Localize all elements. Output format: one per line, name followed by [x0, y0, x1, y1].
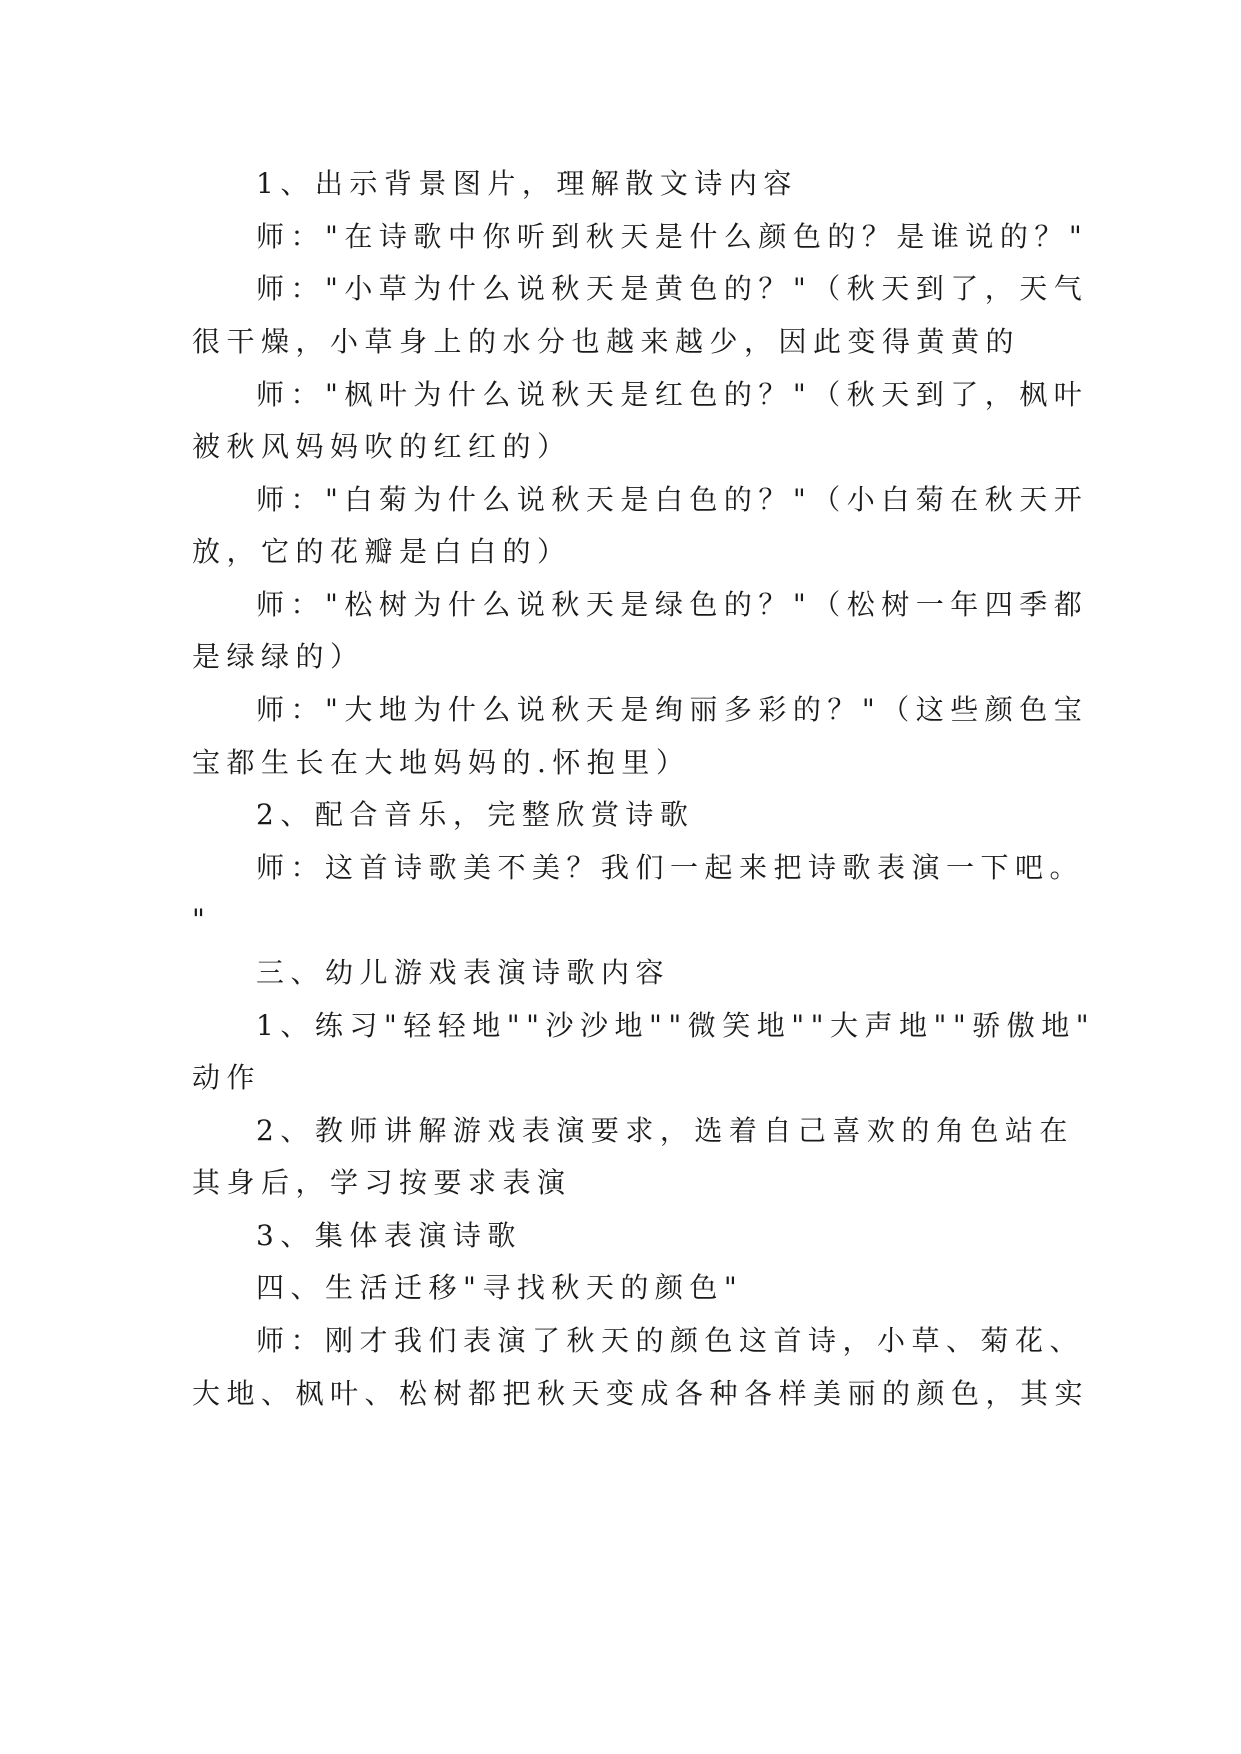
paragraph-line: 师：刚才我们表演了秋天的颜色这首诗，小草、菊花、 [256, 1324, 1085, 1357]
paragraph-line: 2、配合音乐，完整欣赏诗歌 [256, 798, 695, 831]
paragraph-line: 师："在诗歌中你听到秋天是什么颜色的？是谁说的？" [256, 220, 1089, 253]
paragraph-line: 1、出示背景图片，理解散文诗内容 [256, 167, 798, 200]
paragraph-line: 宝都生长在大地妈妈的.怀抱里） [192, 746, 691, 779]
paragraph-line: 2、教师讲解游戏表演要求，选着自己喜欢的角色站在 [256, 1114, 1074, 1147]
paragraph-line: 师："大地为什么说秋天是绚丽多彩的？"（这些颜色宝 [256, 693, 1089, 726]
paragraph-line: 师："小草为什么说秋天是黄色的？"（秋天到了，天气 [256, 272, 1089, 305]
paragraph-line: 1、练习"轻轻地""沙沙地""微笑地""大声地""骄傲地" [256, 1009, 1096, 1042]
paragraph-line: 3、集体表演诗歌 [256, 1219, 522, 1252]
paragraph-line: 其身后，学习按要求表演 [192, 1166, 572, 1199]
paragraph-line: 大地、枫叶、松树都把秋天变成各种各样美丽的颜色，其实 [192, 1377, 1090, 1410]
paragraph-line: 师：这首诗歌美不美？我们一起来把诗歌表演一下吧。 [256, 851, 1085, 884]
paragraph-line: 被秋风妈妈吹的红红的） [192, 430, 572, 463]
paragraph-line: 很干燥，小草身上的水分也越来越少，因此变得黄黄的 [192, 325, 1021, 358]
section-heading: 三、幼儿游戏表演诗歌内容 [256, 956, 671, 989]
paragraph-line: 放，它的花瓣是白白的） [192, 535, 572, 568]
paragraph-line: " [192, 903, 212, 936]
paragraph-line: 师："白菊为什么说秋天是白色的？"（小白菊在秋天开 [256, 483, 1089, 516]
section-heading: 四、生活迁移"寻找秋天的颜色" [256, 1271, 744, 1304]
paragraph-line: 师："松树为什么说秋天是绿色的？"（松树一年四季都 [256, 588, 1089, 621]
paragraph-line: 动作 [192, 1061, 262, 1094]
paragraph-line: 是绿绿的） [192, 640, 365, 673]
paragraph-line: 师："枫叶为什么说秋天是红色的？"（秋天到了，枫叶 [256, 378, 1089, 411]
